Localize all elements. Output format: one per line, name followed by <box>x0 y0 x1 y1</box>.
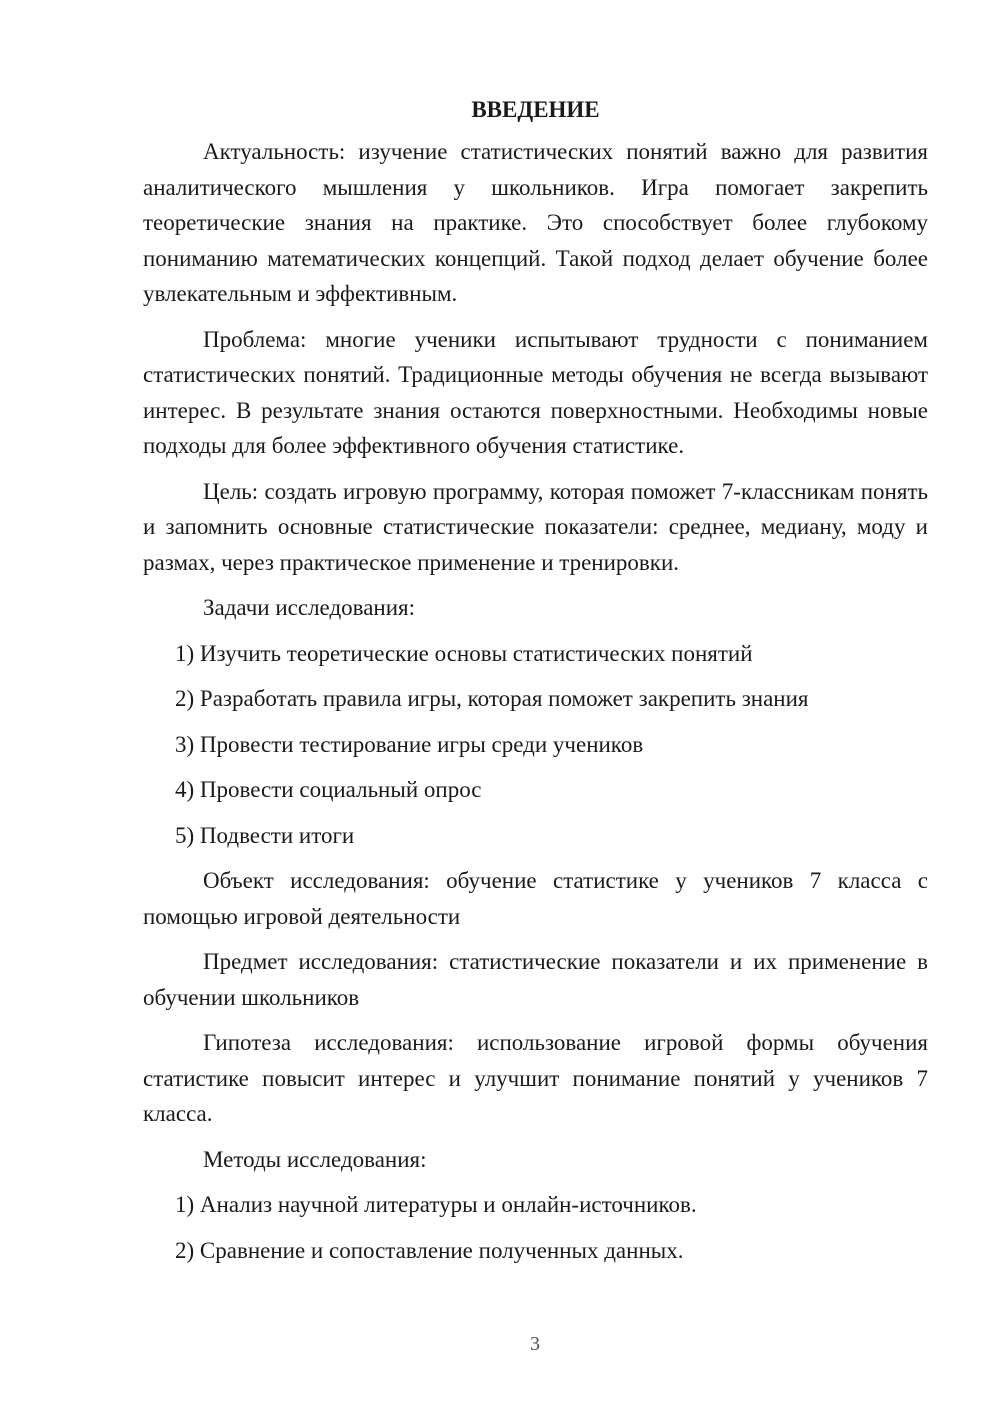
task-text: Провести тестирование игры среди учеников <box>199 731 644 757</box>
section-heading: ВВЕДЕНИЕ <box>471 97 600 122</box>
object-paragraph: Объект исследования: обучение статистике у учеников 7 класса с помощью игровой деятельности <box>143 868 928 929</box>
relevance-paragraph: Актуальность: изучение статистических понятий важно для развития аналитического мышления у школьников. Игра помогает закрепить теоретические знания на практике. Это способствует более глубокому пониманию математических концепций. Такой подход делает обучение более увлекательным и эффективным. <box>143 139 928 306</box>
task-text: Провести социальный опрос <box>199 777 482 802</box>
methods-title: Методы исследования: <box>203 1146 427 1172</box>
task-item <box>175 681 928 717</box>
method-item <box>175 1187 928 1223</box>
task-item <box>175 772 928 808</box>
problem-paragraph: Проблема: многие ученики испытывают трудности с пониманием статистических понятий. Традиционные методы обучения не всегда вызывают интерес. В результате знания остаются поверхностными. Необходимы новые подходы для более эффективного обучения статистике. <box>143 326 928 458</box>
task-item <box>175 727 928 763</box>
hypothesis-paragraph: Гипотеза исследования: использование игровой формы обучения статистике повысит интерес и улучшит понимание понятий у учеников 7 класса. <box>143 1030 928 1126</box>
task-number: 4) <box>175 777 200 802</box>
task-item <box>175 636 928 672</box>
document-page <box>143 92 928 1278</box>
task-number: 5) <box>175 822 200 848</box>
tasks-title: Задачи исследования: <box>203 595 416 620</box>
method-text: Сравнение и сопоставление полученных данных. <box>199 1237 684 1263</box>
goal-paragraph: Цель: создать игровую программу, которая поможет 7-классникам понять и запомнить основные статистические показатели: среднее, медиану, моду и размах, через практическое применение и тренировки. <box>143 478 928 575</box>
method-number: 1) <box>175 1192 200 1217</box>
task-text: Разработать правила игры, которая поможет закрепить знания <box>199 686 809 711</box>
task-number: 3) <box>175 731 200 757</box>
method-number: 2) <box>175 1237 200 1263</box>
method-text: Анализ научной литературы и онлайн-источников. <box>199 1192 697 1217</box>
task-text: Изучить теоретические основы статистических понятий <box>199 640 753 666</box>
method-item <box>175 1233 928 1269</box>
page-number: 3 <box>530 1333 540 1355</box>
task-item <box>175 818 928 854</box>
subject-paragraph: Предмет исследования: статистические показатели и их применение в обучении школьников <box>143 949 928 1010</box>
task-number: 1) <box>175 640 200 666</box>
task-text: Подвести итоги <box>199 822 355 848</box>
task-number: 2) <box>175 686 200 711</box>
